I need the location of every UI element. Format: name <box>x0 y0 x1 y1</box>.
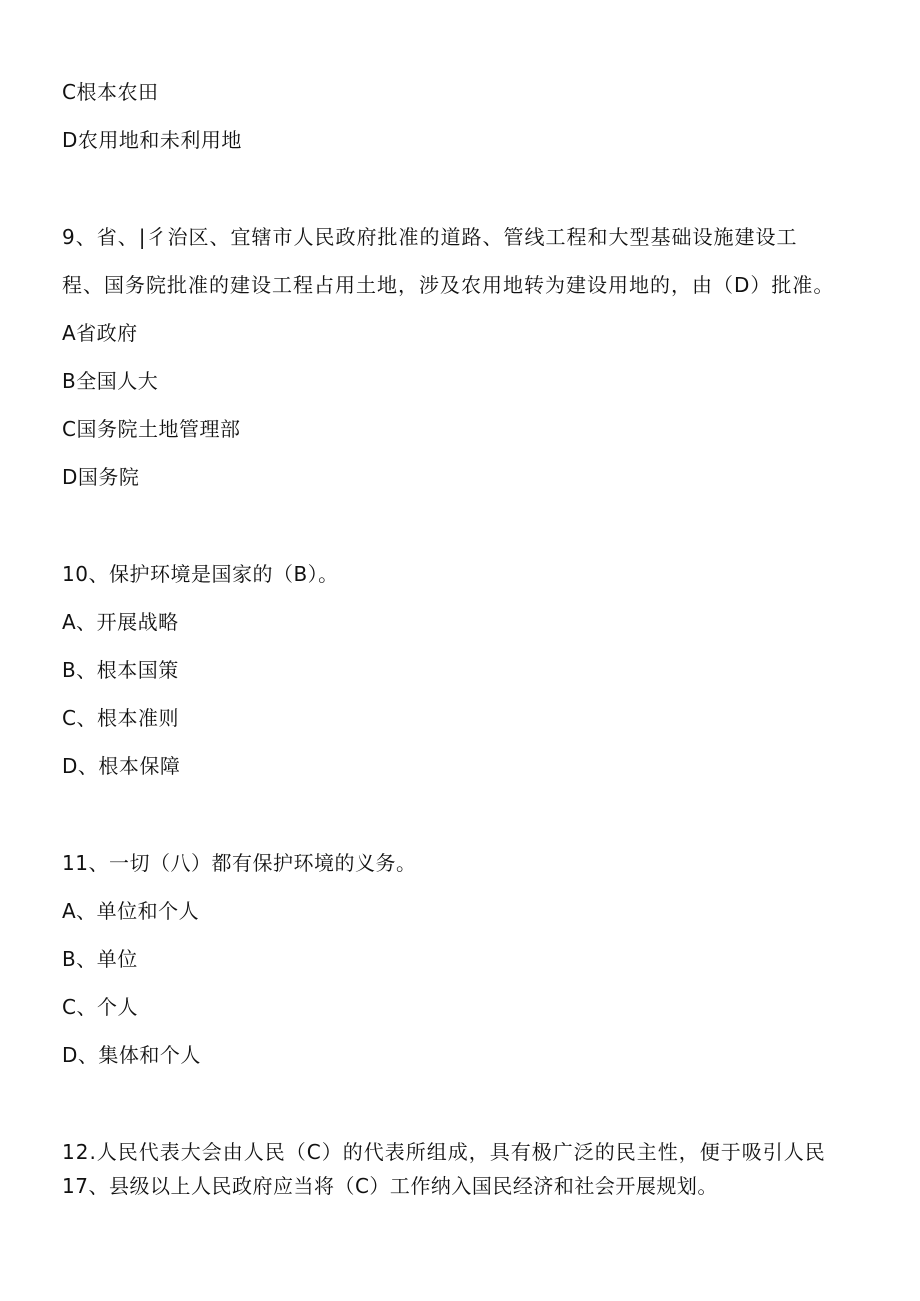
option-a-q11: A、单位和个人 <box>62 899 200 923</box>
question-9-line-2: 程、国务院批准的建设工程占用土地，涉及农用地转为建设用地的，由（D）批准。 <box>62 273 835 297</box>
option-d-q8: D农用地和未利用地 <box>62 128 242 152</box>
option-d-q11: D、集体和个人 <box>62 1043 201 1067</box>
option-d-q9: D国务院 <box>62 465 140 489</box>
option-c-q10: C、根本准则 <box>62 706 179 730</box>
option-b-q10: B、根本国策 <box>62 658 179 682</box>
option-c-q11: C、个人 <box>62 995 138 1019</box>
option-a-q10: A、开展战略 <box>62 610 179 634</box>
question-10: 10、保护环境是国家的（B）。 <box>62 562 339 586</box>
question-17: 17、县级以上人民政府应当将（C）工作纳入国民经济和社会开展规划。 <box>62 1174 718 1198</box>
option-c-q9: C国务院土地管理部 <box>62 417 241 441</box>
option-d-q10: D、根本保障 <box>62 754 181 778</box>
question-12: 12.人民代表大会由人民（C）的代表所组成，具有极广泛的民主性，便于吸引人民 <box>62 1140 826 1164</box>
option-b-q9: B全国人大 <box>62 369 159 393</box>
question-9-line-1: 9、省、|彳治区、宜辖市人民政府批准的道路、管线工程和大型基础设施建设工 <box>62 225 798 249</box>
option-c-q8: C根本农田 <box>62 80 159 104</box>
option-a-q9: A省政府 <box>62 321 138 345</box>
option-b-q11: B、单位 <box>62 947 138 971</box>
question-11: 11、一切（八）都有保护环境的义务。 <box>62 851 417 875</box>
